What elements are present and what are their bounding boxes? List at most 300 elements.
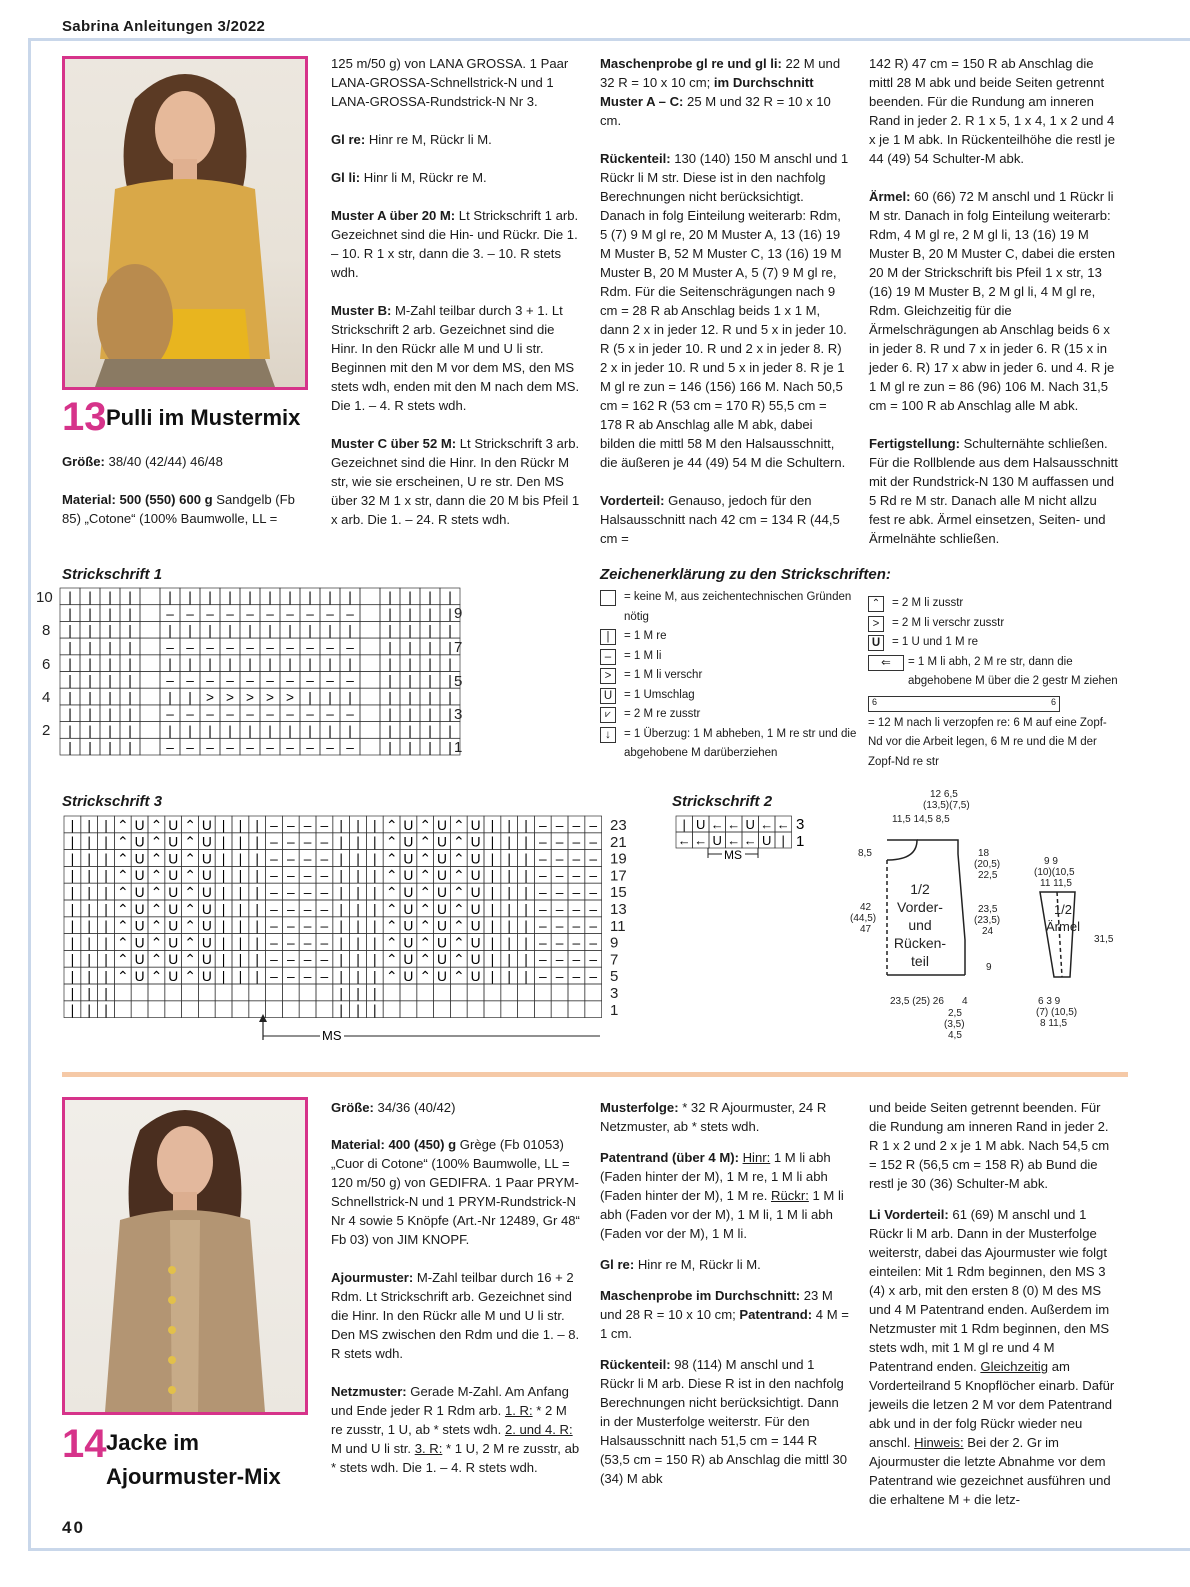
chart-symbol: | <box>408 740 412 755</box>
chart-symbol: – <box>320 885 329 900</box>
chart-symbol: – <box>206 606 214 622</box>
chart-symbol: | <box>356 851 360 867</box>
chart-symbol: – <box>270 918 278 934</box>
chart-symbol: U <box>403 969 414 984</box>
chart-symbol: | <box>339 918 343 934</box>
chart-symbol: | <box>238 817 243 833</box>
chart-symbol: > <box>286 689 294 705</box>
s3-row-3: 3 <box>610 985 619 1002</box>
chart-symbol: | <box>490 969 495 984</box>
chart-symbol: ⌃ <box>184 901 196 917</box>
chart-symbol: – <box>320 952 329 968</box>
chart-symbol: – <box>306 639 314 655</box>
chart-symbol: ⌃ <box>385 952 398 968</box>
chart-symbol: | <box>348 623 352 639</box>
chart-symbol: | <box>328 656 332 672</box>
chart-symbol: | <box>70 817 75 833</box>
chart-symbol: | <box>87 901 91 917</box>
chart-symbol: – <box>286 817 295 833</box>
chart-symbol: | <box>328 623 332 639</box>
strickschrift-1-chart <box>30 580 530 760</box>
chart-symbol: – <box>555 935 564 951</box>
chart-symbol: | <box>339 851 343 867</box>
chart-symbol: | <box>781 833 785 848</box>
chart-symbol: – <box>286 918 295 934</box>
chart-symbol: | <box>448 589 452 605</box>
chart-symbol: | <box>356 901 360 917</box>
chart-symbol: | <box>328 589 332 605</box>
chart-symbol: ⌃ <box>117 834 129 850</box>
chart-symbol: – <box>303 935 312 951</box>
chart-symbol: | <box>524 935 528 951</box>
chart-symbol: | <box>348 723 352 739</box>
chart-symbol: ⌃ <box>150 868 163 884</box>
chart-symbol: ⌃ <box>117 918 129 934</box>
chart-symbol: | <box>238 952 243 968</box>
chart-symbol: ⌃ <box>184 851 196 867</box>
chart-symbol: – <box>186 740 194 755</box>
project-13-number: 13 <box>62 395 107 439</box>
chart-symbol: | <box>88 706 92 722</box>
page-number: 40 <box>62 1518 85 1537</box>
chart-symbol: U <box>470 935 481 951</box>
chart-symbol: – <box>589 918 598 934</box>
chart-symbol: | <box>68 606 72 622</box>
chart-cell <box>518 984 535 1001</box>
chart-symbol: – <box>589 935 598 951</box>
chart-symbol: ⌃ <box>184 834 196 850</box>
sleeve-label-2: Ärmel <box>1046 919 1080 934</box>
chart-symbol: U <box>437 817 447 833</box>
chart-symbol: – <box>555 851 564 867</box>
chart-symbol: – <box>555 885 564 900</box>
chart-symbol: | <box>108 623 112 639</box>
chart-symbol: | <box>188 656 192 672</box>
chart-symbol: U <box>437 868 447 884</box>
yo-knit-icon: U <box>868 635 884 651</box>
chart-symbol: ⌃ <box>385 834 398 850</box>
legend-item-empty: = keine M, aus zeichentechnischen Gründen nötig <box>600 588 860 627</box>
chart-cell <box>417 1001 434 1018</box>
chart-symbol: | <box>328 723 332 739</box>
chart-symbol: – <box>303 834 312 850</box>
chart-symbol: – <box>303 918 312 934</box>
purl-stitch-icon: – <box>600 649 616 665</box>
chart-cell <box>360 638 380 655</box>
chart-symbol: ⌃ <box>419 969 431 984</box>
chart-symbol: | <box>356 817 360 833</box>
chart-symbol: U <box>168 918 179 934</box>
chart-symbol: – <box>555 817 564 833</box>
garment-schematic <box>850 782 1125 1052</box>
chart-symbol: U <box>437 885 447 900</box>
chart-symbol: U <box>470 834 481 850</box>
s2-ms-label: MS <box>724 848 742 862</box>
chart-symbol: U <box>168 885 179 900</box>
chart-symbol: U <box>168 969 179 984</box>
project-13-col3: Maschenprobe gl re und gl li: 22 M und 32 R = 10 x 10 cm; im Durchschnitt Muster A – C: 25 M und 32 R = 10 x 10 cm. Rückenteil: 130 (140) 150 M anschl und 1 Rückr li M str. Diese ist in den nachfolg Berechnungen nicht berücksichtigt. Danach in folg Einteilung weiterarb: Rdm, 5 (7) 9 M gl re, 20 M Muster A, 13 (16) 19 M Muster B, 52 M Muster C, 13 (16) 19 M Muster B, 20 M Muster A, 5 (7) 9 M gl re, Rdm. Für die Seitenschrägungen nach 9 cm = 28 R ab Anschlag beids 1 x 1 M, dann 2 x in jeder 12. R und 5 x in jeder 10. R (5 x in jeder 10. R und 2 x in jeder 8. R) 2 x in jeder 10. R und 5 x in jeder 8. R je 1 M gl re zun = 146 (156) 166 M. Nach 50,5 cm = 162 R (53 cm = 170 R) 55,5 cm = 178 R ab Anschlag alle M abk, dabei bilden die mittl 58 M den Halsausschnitt, die äußeren je 44 (49) 54 M die Schultern. Vorderteil: Genauso, jedoch für den Halsausschnitt nach 42 cm = 134 R (44,5 cm = <box>600 56 849 546</box>
chart-symbol: – <box>589 834 598 850</box>
chart-symbol: ⌃ <box>453 969 465 984</box>
skp-icon: ↓ <box>600 727 616 743</box>
chart-symbol: | <box>373 969 377 984</box>
chart-symbol: | <box>428 689 432 705</box>
chart-symbol: | <box>268 623 272 639</box>
s1-row-2: 2 <box>42 722 51 739</box>
chart-symbol: – <box>303 851 312 867</box>
chart-symbol: | <box>70 952 75 968</box>
chart-symbol: – <box>555 918 564 934</box>
chart-symbol: | <box>428 639 432 655</box>
chart-symbol: | <box>524 851 528 867</box>
chart-symbol: | <box>238 918 243 934</box>
chart-cell <box>551 1001 568 1018</box>
chart-cell <box>360 705 380 722</box>
chart-symbol: | <box>255 851 259 867</box>
chart-symbol: – <box>270 952 278 968</box>
chart-symbol: > <box>246 689 254 705</box>
chart-symbol: – <box>286 935 295 951</box>
strickschrift-2-chart <box>672 814 832 874</box>
chart-symbol: U <box>168 952 179 968</box>
chart-symbol: – <box>226 706 234 722</box>
chart-symbol: – <box>320 918 329 934</box>
chart-symbol: U <box>696 817 706 832</box>
k2tog-icon: ⩗ <box>600 707 616 723</box>
measure-20-5: (20,5) <box>974 859 1001 870</box>
chart-symbol: | <box>682 817 686 832</box>
chart-symbol: | <box>339 901 343 917</box>
chart-cell <box>534 984 551 1001</box>
chart-symbol: U <box>134 935 145 951</box>
chart-symbol: | <box>188 589 192 605</box>
chart-symbol: – <box>286 639 294 655</box>
chart-symbol: > <box>226 689 234 705</box>
chart-cell <box>215 1001 232 1018</box>
chart-symbol: | <box>288 723 292 739</box>
chart-symbol: | <box>104 985 108 1001</box>
legend-item-skp: ↓ = 1 Überzug: 1 M abheben, 1 M re str und die abgehobene M darüberziehen <box>600 725 860 764</box>
chart-symbol: – <box>572 834 581 850</box>
chart-cell <box>360 588 380 605</box>
chart-symbol: U <box>134 901 145 917</box>
chart-symbol: | <box>268 723 272 739</box>
chart-symbol: U <box>134 817 145 833</box>
chart-symbol: – <box>206 639 214 655</box>
chart-cell <box>140 738 160 755</box>
chart-symbol: ⌃ <box>117 952 129 968</box>
chart-symbol: ⌃ <box>385 969 398 984</box>
chart-cell <box>232 984 249 1001</box>
chart-cell <box>551 984 568 1001</box>
chart-symbol: | <box>104 952 108 968</box>
chart-symbol: | <box>128 606 132 622</box>
chart-symbol: | <box>524 834 528 850</box>
chart-symbol: ⌃ <box>184 952 196 968</box>
chart-symbol: U <box>201 885 212 900</box>
chart-symbol: U <box>403 834 414 850</box>
chart-symbol: | <box>408 606 412 622</box>
chart-symbol: ⌃ <box>184 918 196 934</box>
chart-symbol: | <box>168 589 172 605</box>
project-14-col4: und beide Seiten getrennt beenden. Für die Rundung am inneren Rand in jeder 2. R 1 x 2 und 2 x je 1 M abk. Nach 54,5 cm = 152 R (56,5 cm = 158 R) ab Bund die restl je 30 (36) Schulter-M abk. Li Vorderteil: 61 (69) M anschl und 1 Rückr li M arb. Dann in der Musterfolge weiterstr, dabei das Ajourmuster wie folgt einteilen: Mit 1 Rdm beginnen, den MS 3 (4) x arb, mit den ersten 8 (0) M des MS und 4 M Patentrand enden. Außerdem im Netzmuster mit 1 Rdm beginnen, den MS stets wdh, mit 1 M gl re und 4 M Patentrand enden. Gleichzeitig am Vorderteilrand 5 Knopflöcher einarb. Dafür jeweils die letzen 2 M vor dem Patentrand abk und in der folg Rückr wieder neu anschl. Hinweis: Bei der 2. Gr im Ajourmuster die letzte Abnahme vor dem Patentrand wie gezeichnet ausführen und die erhaltene M + die letz- <box>869 1100 1115 1507</box>
section-separator <box>62 1072 1128 1077</box>
chart-cell <box>198 984 215 1001</box>
measure-neck-top2: (13,5)(7,5) <box>923 800 970 811</box>
p2tog-twisted-icon: > <box>868 616 884 632</box>
chart-symbol: | <box>108 706 112 722</box>
chart-cell <box>568 984 585 1001</box>
chart-cell <box>360 738 380 755</box>
chart-symbol: | <box>228 656 232 672</box>
s3-row-11: 11 <box>610 917 626 935</box>
chart-symbol: | <box>88 673 92 689</box>
s2-grid <box>676 816 792 848</box>
chart-symbol: | <box>221 918 226 934</box>
chart-symbol: | <box>128 623 132 639</box>
chart-symbol: | <box>448 689 452 705</box>
chart-symbol: U <box>134 834 145 850</box>
chart-symbol: | <box>373 1002 377 1018</box>
chart-symbol: U <box>134 885 145 900</box>
chart-symbol: | <box>87 918 91 934</box>
chart-symbol: – <box>538 935 547 951</box>
chart-symbol: | <box>221 901 226 917</box>
chart-symbol: U <box>201 901 212 917</box>
chart-symbol: – <box>303 969 312 984</box>
chart-symbol: | <box>524 885 528 900</box>
s3-row-7: 7 <box>610 951 619 969</box>
chart-symbol: – <box>266 639 274 655</box>
body-label-2: Vorder- <box>897 899 943 915</box>
chart-symbol: | <box>428 740 432 755</box>
chart-symbol: | <box>104 969 108 984</box>
chart-symbol: ⌃ <box>419 918 431 934</box>
chart-symbol: – <box>306 606 314 622</box>
chart-symbol: U <box>168 935 179 951</box>
chart-symbol: U <box>437 851 447 867</box>
chart-symbol: | <box>524 918 528 934</box>
chart-symbol: U <box>134 918 145 934</box>
chart-symbol: | <box>356 834 360 850</box>
chart-symbol: | <box>68 589 72 605</box>
chart-symbol: | <box>490 851 495 867</box>
chart-symbol: | <box>104 885 108 900</box>
chart-cell <box>148 1001 165 1018</box>
chart-symbol: U <box>201 851 212 867</box>
chart-cell <box>215 984 232 1001</box>
chart-symbol: – <box>166 606 174 622</box>
empty-cell-icon <box>600 590 616 606</box>
chart-symbol: U <box>168 817 179 833</box>
chart-symbol: – <box>266 740 274 755</box>
chart-symbol: U <box>168 901 179 917</box>
chart-symbol: | <box>524 901 528 917</box>
chart-symbol: | <box>507 817 511 833</box>
chart-symbol: | <box>339 817 343 833</box>
chart-symbol: | <box>68 656 72 672</box>
chart-symbol: | <box>104 918 108 934</box>
chart-symbol: U <box>201 868 212 884</box>
chart-cell <box>140 722 160 739</box>
chart-symbol: – <box>303 817 312 833</box>
chart-symbol: | <box>490 952 495 968</box>
chart-symbol: | <box>255 918 259 934</box>
chart-symbol: | <box>228 723 232 739</box>
chart-cell <box>360 722 380 739</box>
legend-item-k2tog: ⩗ = 2 M re zusstr <box>600 705 860 725</box>
chart-cell <box>140 588 160 605</box>
chart-symbol: – <box>538 834 547 850</box>
chart-symbol: | <box>448 723 452 739</box>
chart-symbol: | <box>87 969 91 984</box>
chart-cell <box>360 605 380 622</box>
chart-symbol: | <box>507 952 511 968</box>
chart-cell <box>114 1001 131 1018</box>
purl-twisted-icon: > <box>600 668 616 684</box>
s3-row-13: 13 <box>610 901 627 918</box>
measure-8-5: 8,5 <box>858 848 872 859</box>
chart-symbol: ← <box>727 817 741 832</box>
chart-cell <box>360 655 380 672</box>
chart-symbol: – <box>555 868 564 884</box>
chart-symbol: | <box>128 689 132 705</box>
chart-symbol: | <box>248 589 252 605</box>
chart-symbol: – <box>226 639 234 655</box>
chart-symbol: | <box>228 623 232 639</box>
chart-symbol: | <box>238 851 243 867</box>
chart-symbol: – <box>589 885 598 900</box>
chart-cell <box>266 1001 283 1018</box>
chart-symbol: – <box>572 851 581 867</box>
chart-symbol: | <box>255 885 259 900</box>
chart-symbol: | <box>238 885 243 900</box>
chart-symbol: | <box>490 935 495 951</box>
chart-symbol: – <box>303 868 312 884</box>
chart-symbol: ⌃ <box>150 851 163 867</box>
chart-cell <box>434 1001 451 1018</box>
chart-symbol: | <box>373 952 377 968</box>
chart-symbol: | <box>356 935 360 951</box>
chart-symbol: | <box>308 723 312 739</box>
chart-symbol: | <box>356 985 360 1001</box>
magazine-header: Sabrina Anleitungen 3/2022 <box>62 18 266 35</box>
chart-symbol: | <box>490 817 495 833</box>
chart-cell <box>534 1001 551 1018</box>
chart-symbol: U <box>437 901 447 917</box>
chart-symbol: | <box>168 689 172 705</box>
chart-symbol: | <box>108 656 112 672</box>
chart-cell <box>140 605 160 622</box>
chart-symbol: U <box>470 885 481 900</box>
legend-item-purl: – = 1 M li <box>600 647 860 667</box>
chart-symbol: | <box>68 639 72 655</box>
chart-symbol: – <box>320 868 329 884</box>
chart-symbol: | <box>87 885 91 900</box>
chart-symbol: U <box>403 851 414 867</box>
chart-symbol: – <box>270 935 278 951</box>
chart-symbol: | <box>388 589 392 605</box>
s3-row-5: 5 <box>610 968 619 986</box>
chart-symbol: – <box>320 834 329 850</box>
chart-symbol: | <box>238 935 243 951</box>
chart-symbol: – <box>186 673 194 689</box>
measure-44-5: (44,5) <box>850 913 877 924</box>
chart-cell <box>417 984 434 1001</box>
chart-symbol: – <box>538 969 547 984</box>
chart-symbol: | <box>308 689 312 705</box>
chart-symbol: | <box>490 868 495 884</box>
chart-symbol: | <box>248 656 252 672</box>
chart-symbol: | <box>128 673 132 689</box>
chart-symbol: – <box>306 740 314 755</box>
chart-symbol: – <box>326 673 334 689</box>
chart-symbol: | <box>168 723 172 739</box>
chart-symbol: | <box>87 985 91 1001</box>
chart-symbol: – <box>226 673 234 689</box>
strickschrift-1-title: Strickschrift 1 <box>62 566 163 583</box>
chart-symbol: | <box>308 623 312 639</box>
chart-symbol: | <box>373 901 377 917</box>
chart-symbol: – <box>326 706 334 722</box>
cable-symbol-icon: 6 6 <box>868 696 1060 712</box>
chart-symbol: – <box>572 952 581 968</box>
chart-symbol: | <box>448 740 452 755</box>
chart-symbol: | <box>356 969 360 984</box>
chart-symbol: | <box>348 689 352 705</box>
chart-symbol: – <box>286 606 294 622</box>
chart-symbol: | <box>87 1002 91 1018</box>
chart-symbol: | <box>288 623 292 639</box>
chart-symbol: ← <box>710 817 724 832</box>
chart-symbol: – <box>572 868 581 884</box>
chart-symbol: ⌃ <box>453 817 465 833</box>
chart-symbol: | <box>448 673 452 689</box>
chart-symbol: | <box>255 952 259 968</box>
chart-cell <box>148 984 165 1001</box>
measure-47: 47 <box>860 924 872 935</box>
chart-symbol: | <box>221 868 226 884</box>
chart-cell <box>131 1001 148 1018</box>
chart-cell <box>282 1001 299 1018</box>
chart-symbol: U <box>470 952 481 968</box>
chart-symbol: | <box>507 834 511 850</box>
chart-symbol: U <box>134 868 145 884</box>
chart-symbol: U <box>403 935 414 951</box>
chart-symbol: – <box>186 639 194 655</box>
chart-symbol: | <box>373 918 377 934</box>
measure-bottom: 23,5 (25) 26 <box>890 996 944 1007</box>
chart-symbol: ⌃ <box>150 935 163 951</box>
chart-symbol: | <box>448 706 452 722</box>
chart-symbol: U <box>403 868 414 884</box>
chart-symbol: ⌃ <box>150 817 163 833</box>
chart-symbol: – <box>166 740 174 755</box>
chart-cell <box>484 1001 501 1018</box>
chart-symbol: > <box>266 689 274 705</box>
chart-symbol: | <box>490 918 495 934</box>
chart-symbol: | <box>208 589 212 605</box>
chart-symbol: – <box>572 935 581 951</box>
s3-grid <box>64 816 602 1018</box>
chart-symbol: ⌃ <box>385 817 398 833</box>
chart-symbol: | <box>128 656 132 672</box>
legend-item-yarnover: U = 1 Umschlag <box>600 686 860 706</box>
chart-symbol: | <box>255 901 259 917</box>
chart-symbol: – <box>270 901 278 917</box>
legend-title: Zeichenerklärung zu den Strickschriften: <box>600 566 891 583</box>
chart-symbol: | <box>104 868 108 884</box>
